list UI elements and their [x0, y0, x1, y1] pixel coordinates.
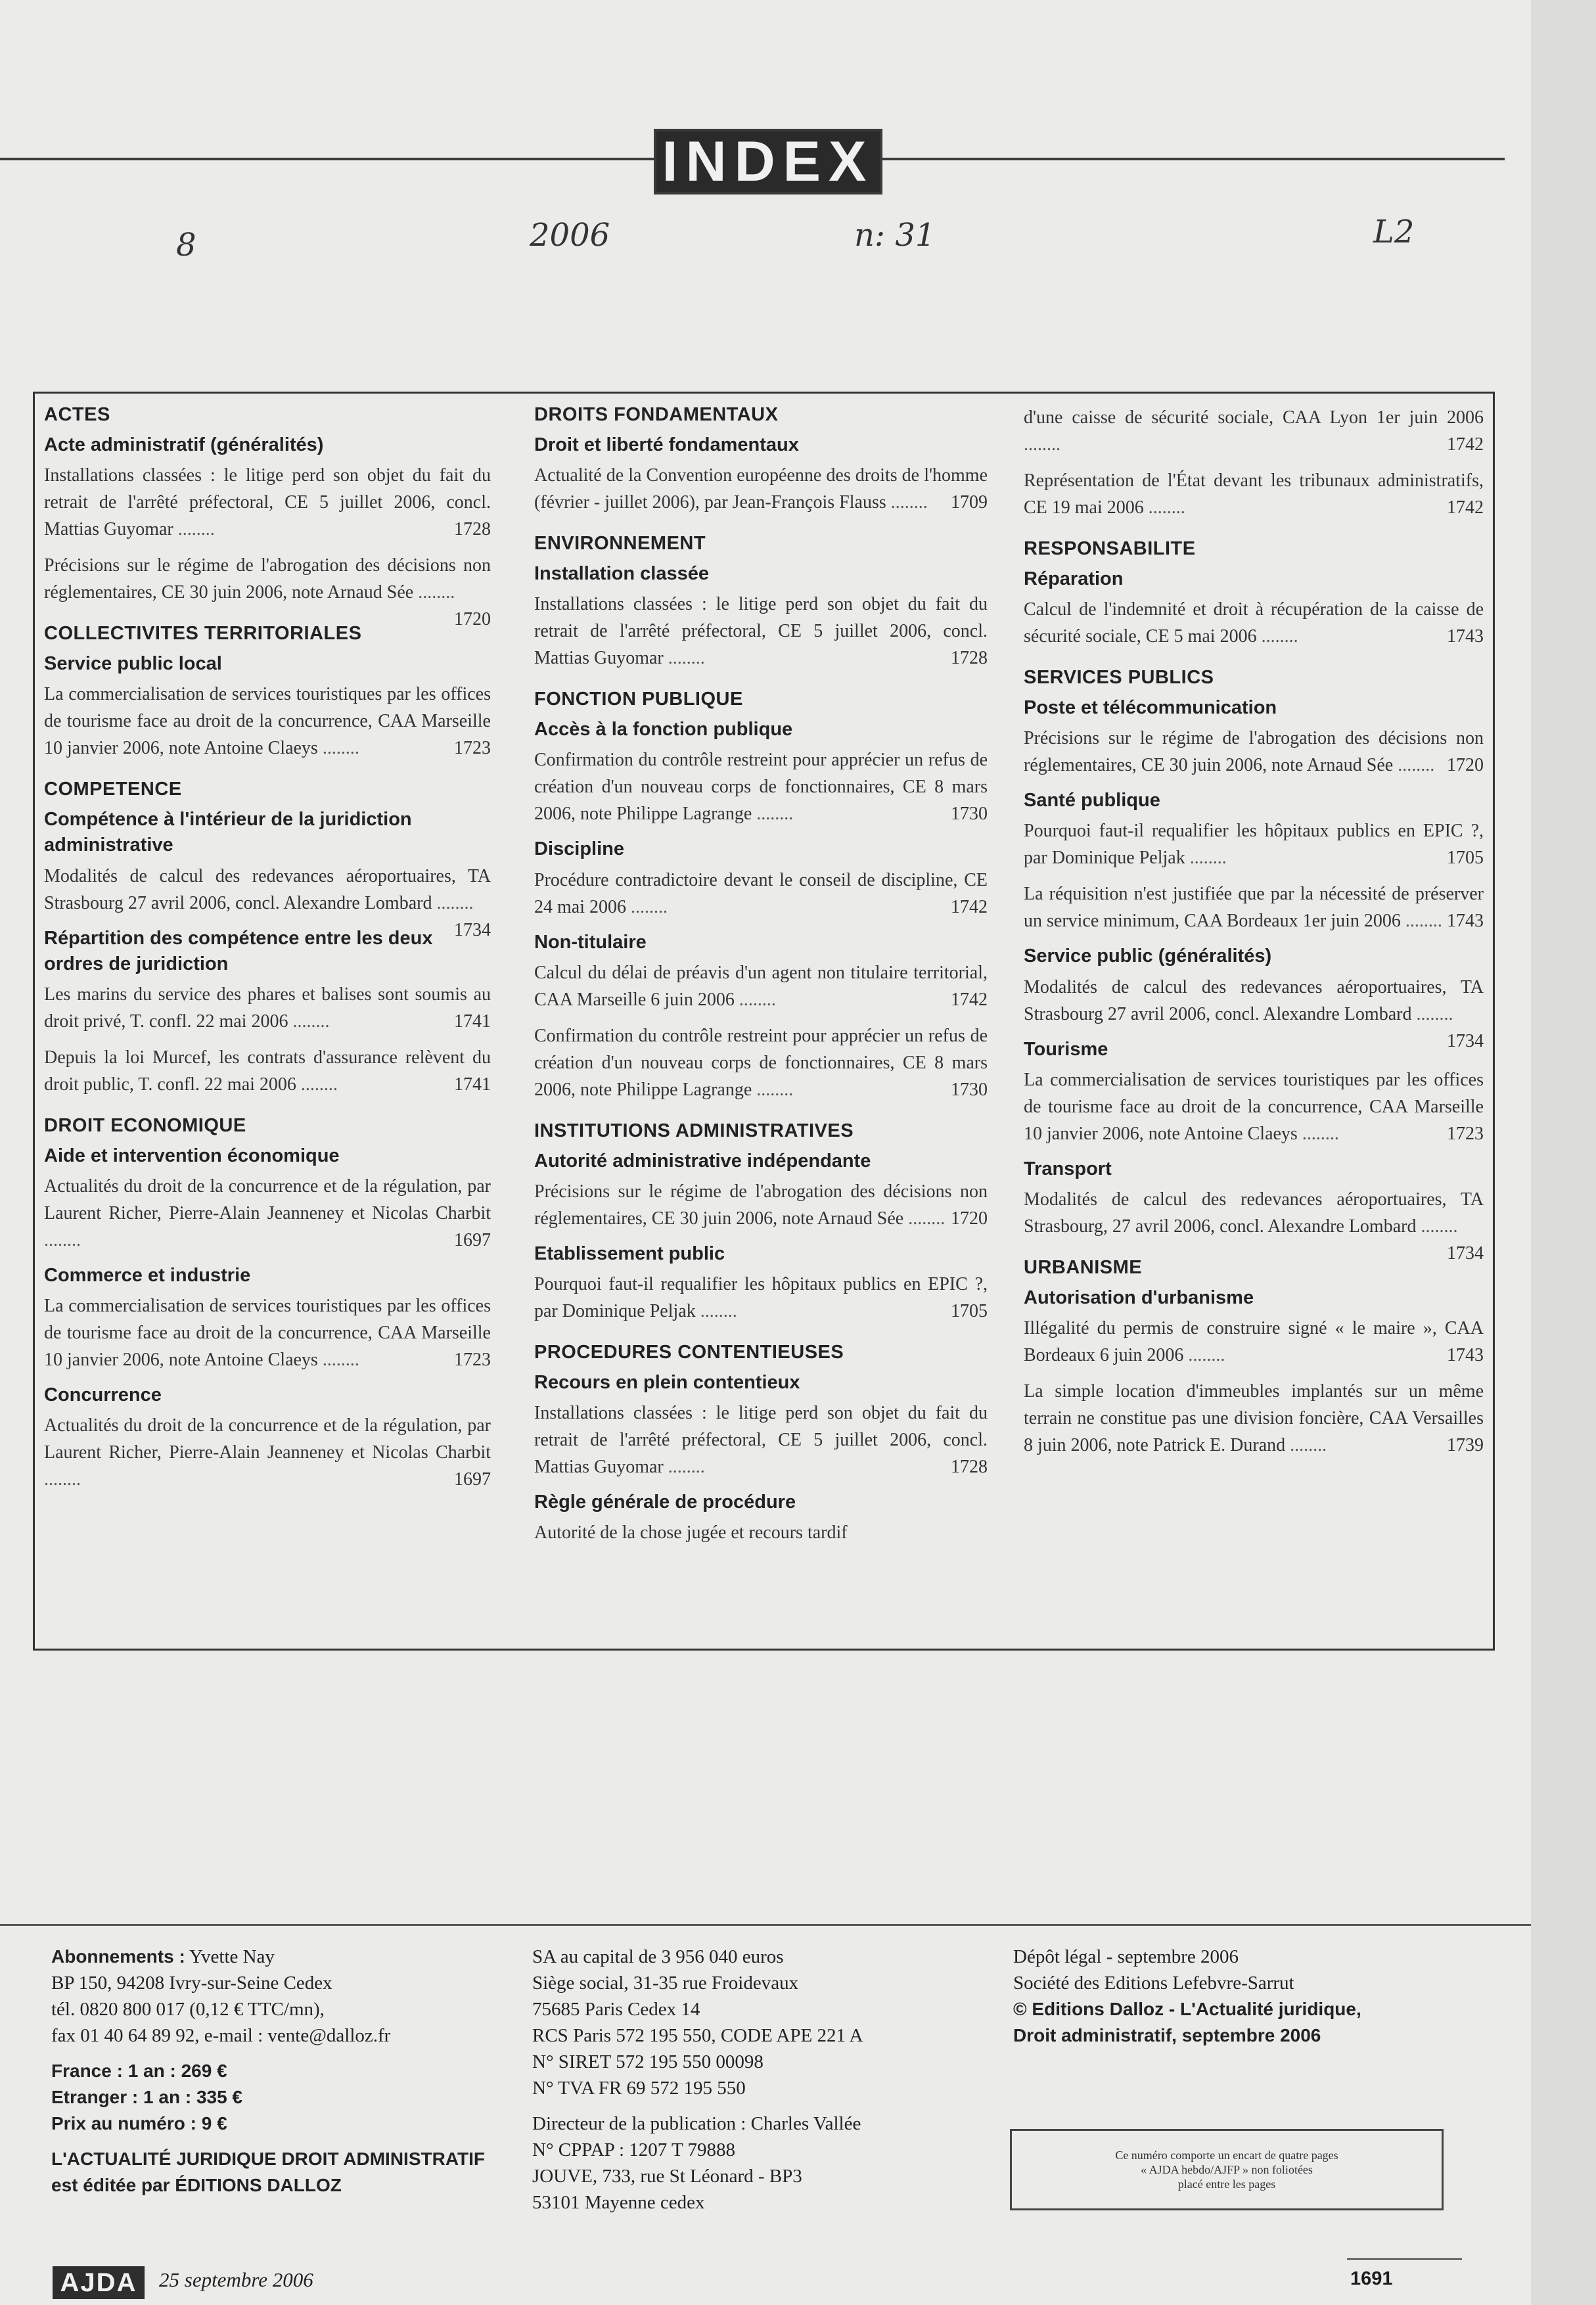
city-line: 75685 Paris Cedex 14 [532, 1999, 700, 2020]
entry-text: Modalités de calcul des redevances aéroportuaires, TA Strasbourg 27 avril 2006, concl. Alexandre Lombard [1024, 976, 1484, 1024]
section-heading: ACTES [44, 404, 110, 425]
entry-text: Confirmation du contrôle restreint pour apprécier un refus de création d'un nouveau corps de fonctionnaires, CE 8 mars 2006, note Philippe Lagrange [534, 1025, 988, 1100]
subscriptions-label: Abonnements : [51, 1946, 185, 1967]
tva-line: N° TVA FR 69 572 195 550 [532, 2078, 746, 2099]
subsection-heading: Aide et intervention économique [44, 1145, 340, 1166]
page-ref: 1734 [1447, 1030, 1484, 1051]
handwritten-note-year: 2006 [530, 217, 610, 254]
page-ref: 1720 [454, 609, 491, 630]
index-entry: Modalités de calcul des redevances aéroportuaires, TA Strasbourg 27 avril 2006, concl. Alexandre Lombard ........ 1734 [44, 863, 491, 917]
handwritten-note-number: n: 31 [854, 217, 936, 254]
footer-subscriptions [51, 1944, 511, 2199]
index-entry: Actualité de la Convention européenne des droits de l'homme (février - juillet 2006), par Jean-François Flauss ........ 1709 [534, 462, 988, 516]
subsection-heading: Commerce et industrie [44, 1264, 251, 1286]
entry-text: Depuis la loi Murcef, les contrats d'assurance relèvent du droit public, T. confl. 22 mai 2006 [44, 1047, 491, 1095]
capital-line: SA au capital de 3 956 040 euros [532, 1946, 784, 1967]
entry-text: Installations classées : le litige perd son objet du fait du retrait de l'arrêté préfectoral, CE 5 juillet 2006, concl. Mattias Guyomar [534, 594, 988, 669]
price-abroad: Etranger : 1 an : 335 € [51, 2087, 243, 2107]
legal-deposit: Dépôt légal - septembre 2006 [1013, 1946, 1239, 1967]
index-column-2 [534, 404, 988, 1555]
index-entry: Procédure contradictoire devant le conseil de discipline, CE 24 mai 2006 ........ 1742 [534, 867, 988, 921]
subsection-heading: Installation classée [534, 563, 709, 585]
index-entry: Actualités du droit de la concurrence et de la régulation, par Laurent Richer, Pierre-Alain Jeanneney et Nicolas Charbit ........ 1697 [44, 1412, 491, 1493]
page-ref: 1734 [454, 919, 491, 940]
subsection-heading: Accès à la fonction publique [534, 719, 793, 741]
notice-line-2: « AJDA hebdo/AJFP » non foliotées [1141, 2163, 1313, 2176]
entry-text: Précisions sur le régime de l'abrogation des décisions non réglementaires, CE 30 juin 2006, note Arnaud Sée [534, 1181, 988, 1229]
section-heading: PROCEDURES CONTENTIEUSES [534, 1341, 844, 1363]
page-ref: 1743 [1447, 1344, 1484, 1365]
page-ref: 1742 [1447, 434, 1484, 455]
phone-line: tél. 0820 800 017 (0,12 € TTC/mn), [51, 1999, 325, 2020]
page-ref: 1705 [1447, 848, 1484, 869]
entry-text: Modalités de calcul des redevances aéroportuaires, TA Strasbourg 27 avril 2006, concl. Alexandre Lombard [44, 865, 491, 913]
index-entry: La simple location d'immeubles implantés sur un même terrain ne constitue pas une division foncière, CAA Versailles 8 juin 2006, note Patrick E. Durand ........ 1739 [1024, 1378, 1484, 1459]
index-entry: Pourquoi faut-il requalifier les hôpitaux publics en EPIC ?, par Dominique Peljak ........ 1705 [1024, 817, 1484, 871]
index-entry: Confirmation du contrôle restreint pour apprécier un refus de création d'un nouveau corps de fonctionnaires, CE 8 mars 2006, note Philippe Lagrange ........ 1730 [534, 1022, 988, 1103]
section-heading: COLLECTIVITES TERRITORIALES [44, 623, 362, 645]
page-ref: 1730 [951, 804, 988, 825]
index-entry: Pourquoi faut-il requalifier les hôpitaux publics en EPIC ?, par Dominique Peljak ........ 1705 [534, 1271, 988, 1325]
page-ref: 1743 [1447, 911, 1484, 932]
subsection-heading: Répartition des compétence entre les deux ordres de juridiction [44, 927, 433, 974]
entry-text: d'une caisse de sécurité sociale, CAA Lyon 1er juin 2006 [1024, 407, 1484, 428]
insert-notice [1010, 2129, 1444, 2210]
subsection-heading: Transport [1024, 1158, 1112, 1179]
subsection-heading: Service public local [44, 653, 222, 675]
entry-text: Les marins du service des phares et balises sont soumis au droit privé, T. confl. 22 mai 2006 [44, 984, 491, 1032]
siret-line: N° SIRET 572 195 550 00098 [532, 2051, 764, 2072]
entry-text: Représentation de l'État devant les tribunaux administratifs, CE 19 mai 2006 [1024, 470, 1484, 518]
entry-text: Installations classées : le litige perd son objet du fait du retrait de l'arrêté préfectoral, CE 5 juillet 2006, concl. Mattias Guyomar [534, 1403, 988, 1478]
entry-text: La commercialisation de services touristiques par les offices de tourisme face au droit de la concurrence, CAA Marseille 10 janvier 2006, note Antoine Claeys [44, 684, 491, 759]
page-ref: 1728 [454, 519, 491, 540]
notice-line-1: Ce numéro comporte un encart de quatre pages [1115, 2149, 1338, 2162]
index-entry: Confirmation du contrôle restreint pour apprécier un refus de création d'un nouveau corps de fonctionnaires, CE 8 mars 2006, note Philippe Lagrange ........ 1730 [534, 746, 988, 827]
subsection-heading: Autorisation d'urbanisme [1024, 1287, 1254, 1308]
footer-company-info [532, 1944, 992, 2216]
index-entry: Installations classées : le litige perd son objet du fait du retrait de l'arrêté préfectoral, CE 5 juillet 2006, concl. Mattias Guyomar ........ 1728 [534, 1400, 988, 1480]
page-ref: 1739 [1447, 1434, 1484, 1455]
subsection-heading: Compétence à l'intérieur de la juridiction administrative [44, 809, 412, 856]
entry-text: Pourquoi faut-il requalifier les hôpitaux publics en EPIC ?, par Dominique Peljak [534, 1273, 988, 1321]
page-ref: 1705 [951, 1300, 988, 1321]
index-entry: La commercialisation de services touristiques par les offices de tourisme face au droit de la concurrence, CAA Marseille 10 janvier 2006, note Antoine Claeys ........ 1723 [1024, 1066, 1484, 1147]
section-heading: SERVICES PUBLICS [1024, 667, 1214, 689]
adjacent-page-edge [1531, 0, 1596, 2305]
page-ref: 1742 [1447, 497, 1484, 518]
notice-line-3: placé entre les pages [1177, 2178, 1276, 2191]
footer-rule [0, 1924, 1531, 1926]
index-entry: Modalités de calcul des redevances aéroportuaires, TA Strasbourg 27 avril 2006, concl. Alexandre Lombard ........ 1734 [1024, 974, 1484, 1028]
entry-text: Pourquoi faut-il requalifier les hôpitaux publics en EPIC ?, par Dominique Peljak [1024, 821, 1484, 869]
issue-date: 25 septembre 2006 [159, 2268, 313, 2291]
address-line: BP 150, 94208 Ivry-sur-Seine Cedex [51, 1973, 332, 1994]
director-line: Directeur de la publication : Charles Vallée [532, 2113, 861, 2134]
entry-text: Modalités de calcul des redevances aéroportuaires, TA Strasbourg, 27 avril 2006, concl. Alexandre Lombard [1024, 1189, 1484, 1237]
page-number: 1691 [1350, 2268, 1393, 2289]
section-heading: INSTITUTIONS ADMINISTRATIVES [534, 1120, 854, 1141]
page-ref: 1709 [951, 492, 988, 513]
section-heading: URBANISME [1024, 1256, 1143, 1278]
index-entry: Précisions sur le régime de l'abrogation des décisions non réglementaires, CE 30 juin 2006, note Arnaud Sée ........ 1720 [534, 1178, 988, 1232]
copyright-line-2: Droit administratif, septembre 2006 [1013, 2025, 1321, 2045]
entry-text: Précisions sur le régime de l'abrogation des décisions non réglementaires, CE 30 juin 2006, note Arnaud Sée [1024, 728, 1484, 776]
society-line: Société des Editions Lefebvre-Sarrut [1013, 1973, 1294, 1994]
section-heading: DROITS FONDAMENTAUX [534, 404, 779, 425]
handwritten-note-1: 8 [176, 227, 196, 263]
index-entry [534, 1519, 988, 1546]
page-ref: 1723 [1447, 1123, 1484, 1144]
index-entry: Calcul de l'indemnité et droit à récupération de la caisse de sécurité sociale, CE 5 mai 2006 ........ 1743 [1024, 596, 1484, 650]
index-entry: Installations classées : le litige perd son objet du fait du retrait de l'arrêté préfectoral, CE 5 juillet 2006, concl. Mattias Guyomar ........ 1728 [534, 591, 988, 672]
cppap-line: N° CPPAP : 1207 T 79888 [532, 2139, 735, 2160]
index-entry: Calcul du délai de préavis d'un agent non titulaire territorial, CAA Marseille 6 juin 2006 ........ 1742 [534, 959, 988, 1013]
index-title: INDEX [654, 129, 882, 194]
index-entry: Précisions sur le régime de l'abrogation des décisions non réglementaires, CE 30 juin 2006, note Arnaud Sée ........ 1720 [1024, 725, 1484, 779]
hq-line: Siège social, 31-35 rue Froidevaux [532, 1973, 799, 1994]
entry-text: Actualité de la Convention européenne des droits de l'homme (février - juillet 2006), par Jean-François Flauss [534, 465, 988, 513]
handwritten-note-code: L2 [1373, 214, 1415, 250]
entry-text: Actualités du droit de la concurrence et de la régulation, par Laurent Richer, Pierre-Alain Jeanneney et Nicolas Charbit [44, 1415, 491, 1463]
printer-city-line: 53101 Mayenne cedex [532, 2192, 705, 2213]
index-box [33, 392, 1495, 1651]
index-entry: La commercialisation de services touristiques par les offices de tourisme face au droit de la concurrence, CAA Marseille 10 janvier 2006, note Antoine Claeys ........ 1723 [44, 681, 491, 762]
section-heading: DROIT ECONOMIQUE [44, 1114, 246, 1136]
page-ref: 1723 [454, 1350, 491, 1371]
page-ref: 1728 [951, 1457, 988, 1478]
index-entry: La commercialisation de services touristiques par les offices de tourisme face au droit de la concurrence, CAA Marseille 10 janvier 2006, note Antoine Claeys ........ 1723 [44, 1292, 491, 1373]
index-entry: Installations classées : le litige perd son objet du fait du retrait de l'arrêté préfectoral, CE 5 juillet 2006, concl. Mattias Guyomar ........ 1728 [44, 462, 491, 543]
subsection-heading: Tourisme [1024, 1038, 1108, 1060]
subscriptions-contact: Yvette Nay [189, 1946, 275, 1967]
subsection-heading: Poste et télécommunication [1024, 697, 1277, 719]
footer-legal [1013, 1944, 1473, 2049]
page-ref: 1741 [454, 1074, 491, 1095]
index-entry: Les marins du service des phares et balises sont soumis au droit privé, T. confl. 22 mai 2006 ........ 1741 [44, 981, 491, 1035]
subsection-heading: Santé publique [1024, 790, 1160, 811]
index-column-3 [1024, 404, 1484, 1468]
entry-text: Actualités du droit de la concurrence et de la régulation, par Laurent Richer, Pierre-Alain Jeanneney et Nicolas Charbit [44, 1175, 491, 1223]
entry-text: Installations classées : le litige perd son objet du fait du retrait de l'arrêté préfectoral, CE 5 juillet 2006, concl. Mattias Guyomar [44, 465, 491, 540]
subsection-heading: Discipline [534, 838, 624, 860]
subsection-heading: Autorité administrative indépendante [534, 1150, 871, 1172]
page-ref: 1697 [454, 1229, 491, 1250]
subsection-heading: Service public (généralités) [1024, 946, 1272, 967]
copyright-line-1: © Editions Dalloz - L'Actualité juridique, [1013, 1999, 1361, 2019]
entry-text: Autorité de la chose jugée et recours tardif [534, 1522, 848, 1543]
subsection-heading: Recours en plein contentieux [534, 1371, 800, 1393]
index-entry: Représentation de l'État devant les tribunaux administratifs, CE 19 mai 2006 ........ 1742 [1024, 467, 1484, 521]
page-ref: 1742 [951, 989, 988, 1010]
entry-text: La simple location d'immeubles implantés sur un même terrain ne constitue pas une division foncière, CAA Versailles 8 juin 2006, note Patrick E. Durand [1024, 1381, 1484, 1455]
entry-text: Procédure contradictoire devant le conseil de discipline, CE 24 mai 2006 [534, 869, 988, 917]
subsection-heading: Non-titulaire [534, 931, 647, 953]
page-ref: 1728 [951, 648, 988, 669]
section-heading: ENVIRONNEMENT [534, 533, 706, 555]
entry-text: Confirmation du contrôle restreint pour apprécier un refus de création d'un nouveau corps de fonctionnaires, CE 8 mars 2006, note Philippe Lagrange [534, 750, 988, 825]
section-heading: RESPONSABILITE [1024, 538, 1196, 559]
page-ref: 1741 [454, 1011, 491, 1032]
fax-email-line: fax 01 40 64 89 92, e-mail : vente@dalloz.fr [51, 2025, 391, 2046]
page-ref: 1697 [454, 1469, 491, 1490]
page-number-rule [1347, 2258, 1462, 2260]
index-entry: Illégalité du permis de construire signé « le maire », CAA Bordeaux 6 juin 2006 ........ 1743 [1024, 1315, 1484, 1369]
index-entry: Modalités de calcul des redevances aéroportuaires, TA Strasbourg, 27 avril 2006, concl. Alexandre Lombard ........ 1734 [1024, 1186, 1484, 1240]
subsection-heading: Règle générale de procédure [534, 1492, 796, 1513]
subsection-heading: Etablissement public [534, 1243, 725, 1264]
page-ref: 1742 [951, 896, 988, 917]
index-entry: Précisions sur le régime de l'abrogation des décisions non réglementaires, CE 30 juin 2006, note Arnaud Sée ........ 1720 [44, 552, 491, 606]
index-entry: Depuis la loi Murcef, les contrats d'assurance relèvent du droit public, T. confl. 22 mai 2006 ........ 1741 [44, 1044, 491, 1098]
price-france: France : 1 an : 269 € [51, 2061, 227, 2081]
index-entry: Actualités du droit de la concurrence et de la régulation, par Laurent Richer, Pierre-Alain Jeanneney et Nicolas Charbit ........ 1697 [44, 1173, 491, 1254]
entry-text: La commercialisation de services touristiques par les offices de tourisme face au droit de la concurrence, CAA Marseille 10 janvier 2006, note Antoine Claeys [44, 1296, 491, 1371]
publisher-line-1: L'ACTUALITÉ JURIDIQUE DROIT ADMINISTRATIF [51, 2149, 485, 2169]
subsection-heading: Réparation [1024, 568, 1124, 589]
page-ref: 1720 [1447, 755, 1484, 776]
rcs-line: RCS Paris 572 195 550, CODE APE 221 A [532, 2025, 863, 2046]
index-entry: d'une caisse de sécurité sociale, CAA Lyon 1er juin 2006 ........ 1742 [1024, 404, 1484, 458]
publisher-line-2: est éditée par ÉDITIONS DALLOZ [51, 2175, 342, 2195]
subsection-heading: Concurrence [44, 1384, 162, 1406]
entry-text: Calcul de l'indemnité et droit à récupération de la caisse de sécurité sociale, CE 5 mai 2006 [1024, 599, 1484, 647]
section-heading: FONCTION PUBLIQUE [534, 689, 743, 710]
entry-text: Précisions sur le régime de l'abrogation des décisions non réglementaires, CE 30 juin 2006, note Arnaud Sée [44, 555, 491, 603]
entry-text: La réquisition n'est justifiée que par la nécessité de préserver un service minimum, CAA Bordeaux 1er juin 2006 [1024, 884, 1484, 932]
section-heading: COMPETENCE [44, 779, 182, 800]
entry-text: Calcul du délai de préavis d'un agent non titulaire territorial, CAA Marseille 6 juin 2006 [534, 962, 988, 1010]
index-entry: La réquisition n'est justifiée que par la nécessité de préserver un service minimum, CAA Bordeaux 1er juin 2006 ........ 1743 [1024, 880, 1484, 934]
page-ref: 1730 [951, 1079, 988, 1100]
page-ref: 1720 [951, 1208, 988, 1229]
entry-text: Illégalité du permis de construire signé « le maire », CAA Bordeaux 6 juin 2006 [1024, 1317, 1484, 1365]
page-ref: 1723 [454, 738, 491, 759]
printer-line: JOUVE, 733, rue St Léonard - BP3 [532, 2166, 802, 2187]
index-column-1 [44, 404, 491, 1502]
page-ref: 1743 [1447, 626, 1484, 647]
subsection-heading: Acte administratif (généralités) [44, 434, 324, 455]
ajda-logo: AJDA [53, 2266, 145, 2299]
price-issue: Prix au numéro : 9 € [51, 2113, 227, 2134]
subsection-heading: Droit et liberté fondamentaux [534, 434, 799, 455]
entry-text: La commercialisation de services touristiques par les offices de tourisme face au droit de la concurrence, CAA Marseille 10 janvier 2006, note Antoine Claeys [1024, 1069, 1484, 1144]
page-ref: 1734 [1447, 1243, 1484, 1264]
